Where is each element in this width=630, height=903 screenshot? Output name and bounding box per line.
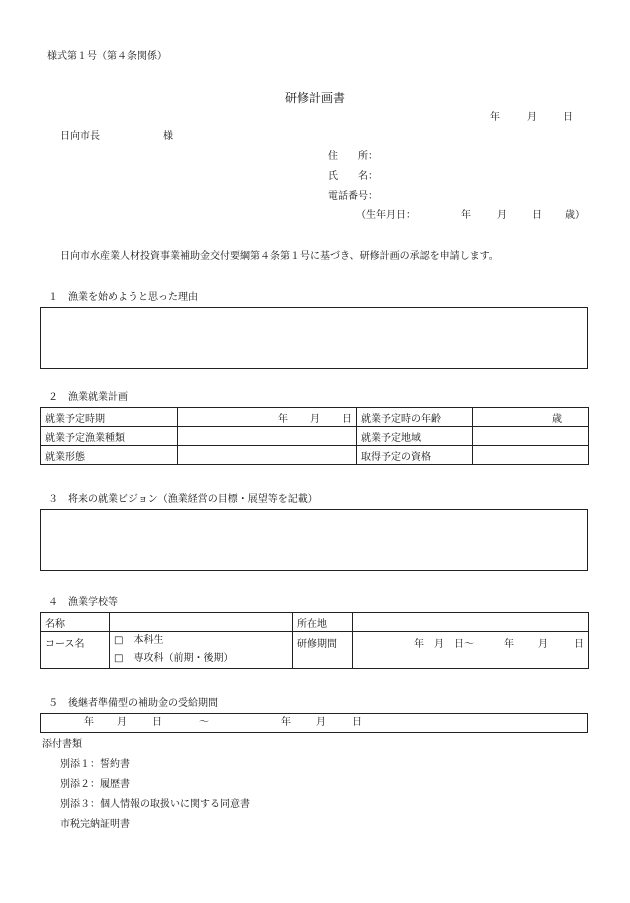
label-employment-form: 就業形態	[41, 446, 178, 465]
application-statement: 日向市水産業人材投資事業補助金交付要綱第４条第１号に基づき、研修計画の承認を申請します。	[60, 251, 499, 262]
dob-age: 歳）	[565, 210, 585, 221]
label-age: 就業予定時の年齢	[357, 408, 473, 427]
subsidy-to-day: 日	[352, 717, 362, 728]
qualification-field[interactable]	[473, 446, 589, 465]
label-location: 所在地	[293, 613, 353, 632]
period-to-day: 日	[574, 639, 584, 650]
address-label: 住 所：	[328, 151, 378, 162]
period-from-day: 日～	[454, 639, 474, 650]
employment-form-field[interactable]	[178, 446, 357, 465]
attachment-item: 別添３：個人情報の取扱いに関する同意書	[60, 799, 250, 810]
course-option-regular[interactable]: □ 本科生	[114, 635, 164, 646]
school-name-field[interactable]	[110, 613, 293, 632]
employment-plan-table	[40, 407, 589, 465]
phone-label: 電話番号：	[328, 191, 378, 202]
attachment-item: 別添２：履歴書	[60, 779, 130, 790]
date-day: 日	[563, 112, 573, 123]
name-label: 氏 名：	[328, 171, 378, 182]
period-to-month: 月	[538, 639, 548, 650]
start-year: 年	[278, 413, 288, 425]
reason-textbox[interactable]	[40, 307, 588, 369]
table-row	[41, 613, 589, 632]
subsidy-to-month: 月	[316, 717, 326, 728]
label-region: 就業予定地域	[357, 427, 473, 446]
label-period: 研修期間	[293, 632, 353, 669]
dob-open: （生年月日：	[356, 210, 416, 221]
dob-day: 日	[532, 210, 542, 221]
subsidy-to-year: 年	[281, 717, 291, 728]
location-field[interactable]	[353, 613, 589, 632]
subsidy-from-day: 日	[152, 717, 162, 728]
region-field[interactable]	[473, 427, 589, 446]
section5-heading: ５ 後継者準備型の補助金の受給期間	[48, 698, 218, 709]
period-to-year: 年	[504, 639, 514, 650]
school-table	[40, 612, 589, 669]
subsidy-tilde: ～	[199, 717, 209, 728]
age-field[interactable]	[473, 408, 589, 427]
age-suffix: 歳	[552, 413, 562, 425]
start-day: 日	[342, 413, 352, 425]
subsidy-from-month: 月	[117, 717, 127, 728]
subsidy-from-year: 年	[84, 717, 94, 728]
attachment-item: 市税完納証明書	[60, 819, 130, 830]
attachment-item: 別添１：誓約書	[60, 759, 130, 770]
table-row	[41, 446, 589, 465]
table-row	[41, 408, 589, 427]
start-month: 月	[310, 413, 320, 425]
start-period-field[interactable]	[178, 408, 357, 427]
addressee-honorific: 様	[163, 131, 173, 142]
section3-heading: ３ 将来の就業ビジョン（漁業経営の目標・展望等を記載）	[48, 494, 318, 505]
page-title: 研修計画書	[285, 91, 346, 105]
addressee-name: 日向市長	[60, 131, 100, 142]
vision-textbox[interactable]	[40, 509, 588, 571]
period-from-month: 月	[434, 639, 444, 650]
period-field[interactable]	[353, 632, 589, 669]
table-row	[41, 427, 589, 446]
section2-heading: ２ 漁業就業計画	[48, 392, 128, 403]
attachments-heading: 添付書類	[42, 739, 82, 750]
period-from-year: 年	[414, 639, 424, 650]
date-year: 年	[490, 112, 500, 123]
date-month: 月	[527, 112, 537, 123]
dob-month: 月	[497, 210, 507, 221]
label-qualification: 取得予定の資格	[357, 446, 473, 465]
course-options	[110, 632, 293, 669]
section1-heading: １ 漁業を始めようと思った理由	[48, 292, 198, 303]
fishery-type-field[interactable]	[178, 427, 357, 446]
section4-heading: ４ 漁業学校等	[48, 597, 118, 608]
label-course: コース名	[41, 632, 110, 669]
form-number: 様式第１号（第４条関係）	[47, 51, 167, 62]
label-school-name: 名称	[41, 613, 110, 632]
label-fishery-type: 就業予定漁業種類	[41, 427, 178, 446]
dob-year: 年	[461, 210, 471, 221]
label-start-period: 就業予定時期	[41, 408, 178, 427]
table-row	[41, 632, 589, 669]
course-option-advanced[interactable]: □ 専攻科（前期・後期）	[114, 653, 234, 664]
